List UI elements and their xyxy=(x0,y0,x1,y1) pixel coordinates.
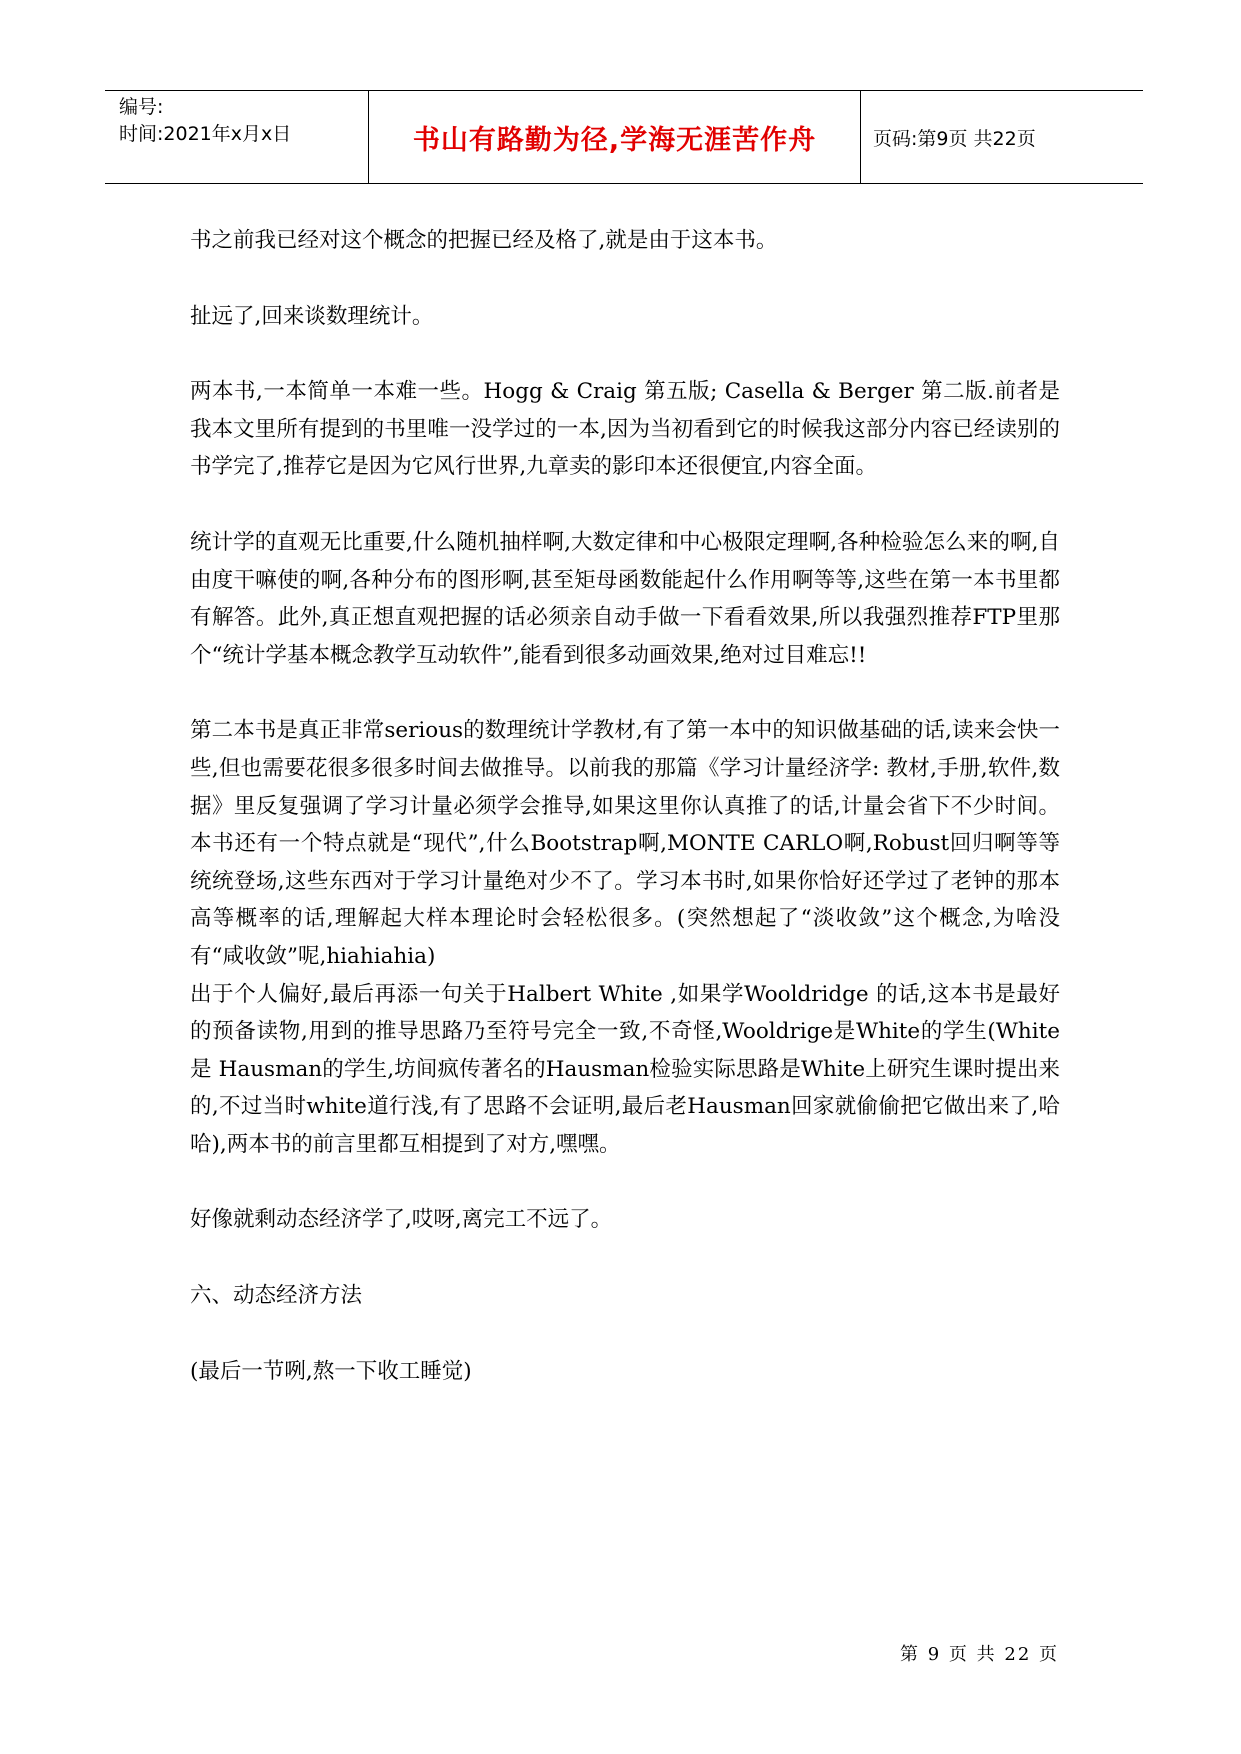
page-header xyxy=(105,90,1143,184)
paragraph: 好像就剩动态经济学了,哎呀,离完工不远了。 xyxy=(190,1207,613,1233)
paragraph: 出于个人偏好,最后再添一句关于Halbert White ,如果学Wooldridge 的话,这本书是最好的预备读物,用到的推导思路乃至符号完全一致,不奇怪,Wooldrige是White的学生(White 是 Hausman的学生,坊间疯传著名的Hausman检验实际思路是White上研究生课时提出来的,不过当时white道行浅,有了思路不会证明,最后老Hausman回家就偷偷把它做出来了,哈哈),两本书的前言里都互相提到了对方,嘿嘿。 xyxy=(190,981,1060,1157)
header-page-label: 页码:第9页 共22页 xyxy=(873,127,1036,150)
header-motto: 书山有路勤为径,学海无涯苦作舟 xyxy=(369,91,861,183)
paragraph: 统计学的直观无比重要,什么随机抽样啊,大数定律和中心极限定理啊,各种检验怎么来的啊,自由度干嘛使的啊,各种分布的图形啊,甚至矩母函数能起什么作用啊等等,这些在第一本书里都有解答。此外,真正想直观把握的话必须亲自动手做一下看看效果,所以我强烈推荐FTP里那个“统计学基本概念教学互动软件”,能看到很多动画效果,绝对过目难忘!! xyxy=(190,529,1060,668)
section-heading: 六、动态经济方法 xyxy=(190,1283,363,1309)
header-info-cell xyxy=(105,91,369,183)
document-time-label: 时间:2021年x月x日 xyxy=(119,123,292,145)
paragraph: 两本书,一本简单一本难一些。Hogg & Craig 第五版; Casella & Berger 第二版.前者是我本文里所有提到的书里唯一没学过的一本,因为当初看到它的时候我这部分内容已经读别的书学完了,推荐它是因为它风行世界,九章卖的影印本还很便宜,内容全面。 xyxy=(190,379,1060,480)
document-number-label: 编号: xyxy=(119,96,164,118)
paragraph: (最后一节咧,熬一下收工睡觉) xyxy=(190,1358,472,1384)
paragraph: 第二本书是真正非常serious的数理统计学教材,有了第一本中的知识做基础的话,读来会快一些,但也需要花很多很多时间去做推导。以前我的那篇《学习计量经济学: 教材,手册,软件,数据》里反复强调了学习计量必须学会推导,如果这里你认真推了的话,计量会省下不少时间。本书还有一个特点就是“现代”,什么Bootstrap啊,MONTE CARLO啊,Robust回归啊等等统统登场,这些东西对于学习计量绝对少不了。学习本书时,如果你恰好还学过了老钟的那本高等概率的话,理解起大样本理论时会轻松很多。(突然想起了“淡收敛”这个概念,为啥没有“咸收敛”呢,hiahiahia) xyxy=(190,718,1060,969)
page-footer: 第 9 页 共 22 页 xyxy=(900,1644,1059,1665)
paragraph: 书之前我已经对这个概念的把握已经及格了,就是由于这本书。 xyxy=(190,228,778,253)
document-body xyxy=(190,222,1060,1428)
paragraph: 扯远了,回来谈数理统计。 xyxy=(190,303,434,329)
